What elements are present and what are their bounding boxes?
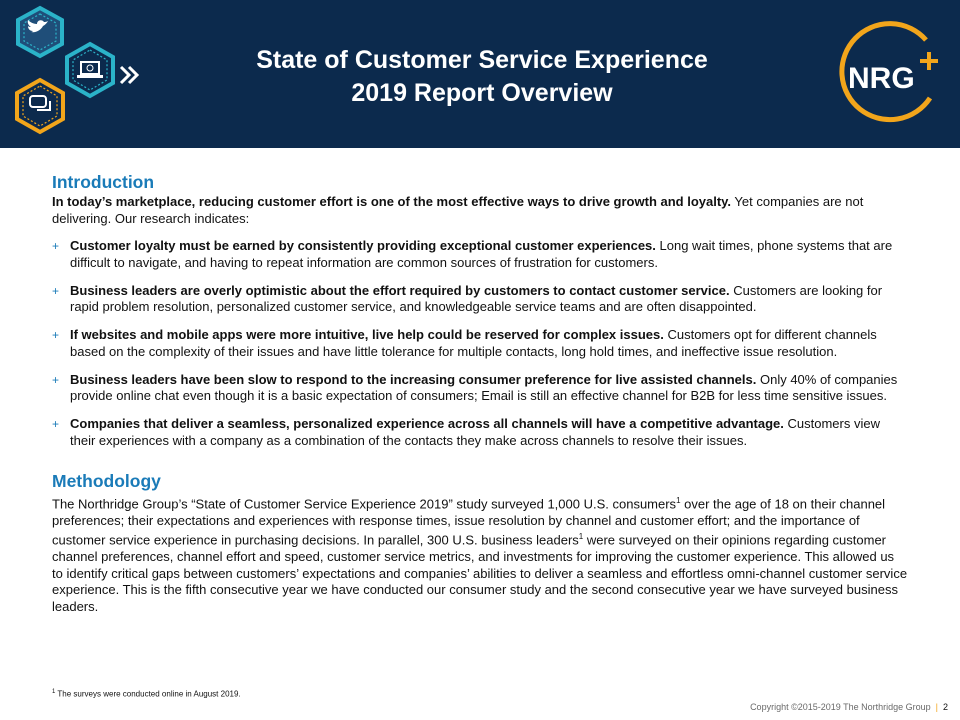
nrg-logo — [826, 16, 946, 132]
footer-separator: | — [935, 702, 938, 712]
list-item — [52, 416, 908, 449]
bullet-plus-icon: + — [52, 328, 60, 342]
double-chevron-icon — [121, 67, 137, 83]
list-item — [52, 238, 908, 271]
page-title — [180, 44, 784, 110]
bullet-text: Long wait times, phone systems that are difficult to navigate, and having to repeat information are common sources of frustration for customers. — [70, 238, 893, 270]
bullet-text: Only 40% of companies provide online chat even though it is a basic expectation of consumers; Email is still an effective channel for B2B for less time sensitive issues. — [70, 371, 898, 403]
bullet-plus-icon: + — [52, 417, 60, 431]
bullet-text: Customers opt for different channels based on the complexity of their issues and have little tolerance for multiple contacts, long hold times, and ineffective issue resolution. — [70, 327, 877, 359]
social-hex-icons — [0, 0, 150, 148]
footnote-text: The surveys were conducted online in August 2019. — [55, 689, 241, 699]
bullet-bold: Business leaders have been slow to respond to the increasing consumer preference for live assisted channels. — [70, 371, 757, 387]
list-item — [52, 327, 908, 360]
bullet-text: Customers are looking for rapid problem resolution, personalized customer service, and knowledgeable service teams and are often disappointed. — [70, 282, 883, 314]
list-item — [52, 372, 908, 405]
twitter-icon — [18, 8, 62, 56]
bullet-plus-icon: + — [52, 372, 60, 387]
title-line-1: State of Customer Service Experience — [256, 46, 708, 74]
main-content — [52, 170, 908, 615]
page-number: 2 — [942, 702, 948, 712]
introduction-heading: Introduction — [52, 172, 155, 192]
methodology-paragraph — [52, 493, 908, 615]
footnote — [52, 689, 241, 699]
footer — [750, 702, 948, 712]
header-banner — [0, 0, 960, 148]
methodology-section — [52, 469, 908, 615]
logo-text: NRG — [848, 62, 915, 95]
bullet-bold: Companies that deliver a seamless, personalized experience across all channels will have a competitive advantage. — [70, 416, 784, 431]
methodology-heading: Methodology — [52, 471, 161, 491]
bullet-plus-icon: + — [52, 283, 60, 298]
bullet-text: Customers view their experiences with a company as a combination of the contacts they make across channels to resolve their issues. — [70, 416, 880, 448]
bullet-plus-icon: + — [52, 239, 60, 253]
bullet-bold: Business leaders are overly optimistic about the effort required by customers to contact customer service. — [70, 282, 730, 298]
footnote-ref: 1 — [676, 496, 681, 505]
findings-list — [52, 238, 908, 449]
bullet-bold: If websites and mobile apps were more intuitive, live help could be reserved for complex issues. — [70, 327, 664, 342]
introduction-lead — [52, 194, 908, 227]
list-item — [52, 283, 908, 316]
chat-icon — [17, 80, 63, 132]
methodology-text-3: were surveyed on their opinions regarding customer channel preferences, channel effort and speed, customer service metrics, and investments for improving the customer experience. This allowed us to identify critical gaps between customers’ expectations and companies’ abilities to deliver a seamless and effortless omni-channel customer service experience. This is the fifth consecutive year we have conducted our consumer study and the second consecutive year we have surveyed business leaders. — [52, 532, 908, 614]
methodology-text-2: over the age of 18 on their channel preferences; their expectations and experiences with response times, issue resolution by channel and customer effort; and the importance of customer service experience in purchasing decisions. In parallel, 300 U.S. business leaders — [52, 496, 886, 548]
lead-rest: Yet companies are not delivering. Our research indicates: — [52, 194, 864, 226]
lead-bold: In today’s marketplace, reducing customer effort is one of the most effective ways to drive growth and loyalty. — [52, 194, 732, 209]
title-line-2: 2019 Report Overview — [351, 79, 613, 107]
methodology-text-1: The Northridge Group’s “State of Customer Service Experience 2019” study surveyed 1,000 U.S. consumers — [52, 496, 677, 512]
copyright-text: Copyright ©2015-2019 The Northridge Group — [750, 702, 931, 712]
footnote-number: 1 — [52, 689, 56, 695]
footnote-ref: 1 — [578, 532, 584, 542]
bullet-bold: Customer loyalty must be earned by consistently providing exceptional customer experiences. — [70, 238, 656, 253]
laptop-icon — [67, 44, 113, 96]
